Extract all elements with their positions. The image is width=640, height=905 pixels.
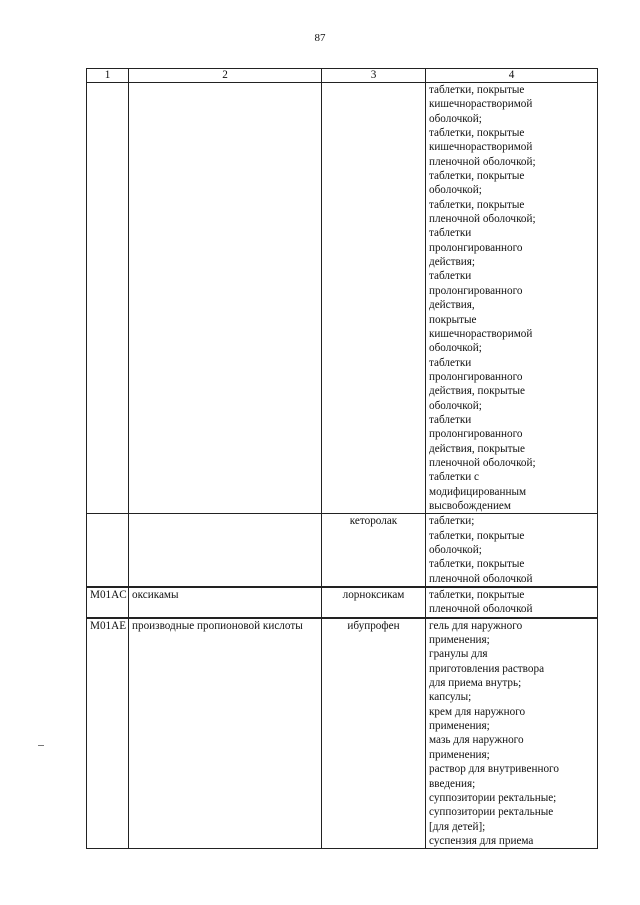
dosage-forms-cell [426,83,598,514]
dosage-form-line: таблетки, покрытые [429,84,525,96]
dosage-form-line: таблетки, покрытые [429,198,525,211]
atc-code-cell [87,514,129,587]
dosage-form-line: оболочкой; [429,342,482,355]
dosage-form-line: капсулы; [429,691,472,704]
dosage-form-line: таблетки, покрытые [429,589,525,602]
page-number: 87 [314,32,326,44]
dosage-form-line: крем для наружного [429,705,526,718]
header-col-2: 2 [129,69,322,83]
dosage-form-line: таблетки; [429,515,475,528]
dosage-form-line: пленочной оболочкой; [429,155,536,168]
dosage-form-line: действия; [429,256,476,269]
dosage-form-line: высвобождением [429,499,511,512]
drug-table [86,68,598,849]
dosage-form-line: действия, покрытые [429,442,526,455]
dosage-form-line: кишечнорастворимой [429,141,533,154]
dosage-forms-cell [426,587,598,618]
dosage-form-line: гель для наружного [429,619,523,632]
dosage-form-line: оболочкой; [429,184,482,197]
dosage-form-line: пленочной оболочкой; [429,456,536,469]
drug-group-cell: оксикамы [129,587,322,618]
table-row [87,514,598,587]
dosage-form-line: таблетки [429,227,472,240]
header-col-1: 1 [87,69,129,83]
dosage-forms-cell [426,618,598,849]
atc-code-cell: M01AE [87,618,129,849]
dosage-form-line: действия, [429,299,475,312]
dosage-form-line: модифицированным [429,485,527,498]
header-col-3: 3 [322,69,426,83]
dosage-form-line: [для детей]; [429,820,486,833]
dosage-form-line: для приема внутрь; [429,677,522,690]
dosage-form-line: оболочкой; [429,399,482,412]
atc-code-cell [87,83,129,514]
dosage-form-line: таблетки, покрытые [429,558,525,571]
drug-group-cell [129,83,322,514]
dosage-form-line: суппозитории ректальные [429,806,554,819]
dosage-form-line: применения; [429,720,490,733]
drug-group-cell: производные пропионовой кислоты [129,618,322,849]
dosage-form-line: гранулы для [429,648,488,661]
table-row [87,587,598,618]
dosage-form-line: пролонгированного [429,284,523,297]
dosage-form-line: таблетки, покрытые [429,170,525,183]
dosage-forms-cell [426,514,598,587]
dosage-form-line: применения; [429,748,490,761]
dosage-form-line: оболочкой; [429,112,482,125]
dosage-form-line: пролонгированного [429,370,523,383]
dosage-form-line: приготовления раствора [429,662,545,675]
table-row [87,83,598,514]
dosage-form-line: действия, покрытые [429,385,526,398]
drug-group-cell [129,514,322,587]
dosage-form-line: пленочной оболочкой [429,603,533,616]
dosage-form-line: кишечнорастворимой [429,98,533,111]
dosage-form-line: мазь для наружного [429,734,524,747]
drug-name-cell: кеторолак [322,514,426,587]
drug-name-cell: лорноксикам [322,587,426,618]
dosage-form-line: пленочной оболочкой; [429,213,536,226]
dosage-form-line: применения; [429,634,490,647]
dosage-form-line: покрытые [429,313,477,326]
drug-name-cell: ибупрофен [322,618,426,849]
dosage-form-line: суспензия для приема [429,834,534,847]
drug-name-cell [322,83,426,514]
dosage-form-line: таблетки с [429,471,480,484]
dosage-form-line: раствор для внутривенного [429,763,559,776]
dosage-form-line: кишечнорастворимой [429,327,533,340]
dosage-form-line: таблетки [429,270,472,283]
atc-code-cell: M01AC [87,587,129,618]
dosage-form-line: таблетки [429,356,472,369]
dosage-form-line: пленочной оболочкой [429,572,533,585]
table-row [87,618,598,849]
dosage-form-line: введения; [429,777,476,790]
dosage-form-line: таблетки, покрытые [429,529,525,542]
header-row [87,69,598,83]
dosage-form-line: пролонгированного [429,428,523,441]
dosage-form-line: пролонгированного [429,241,523,254]
dosage-form-line: суппозитории ректальные; [429,791,557,804]
dosage-form-line: таблетки, покрытые [429,127,525,140]
header-col-4: 4 [426,69,598,83]
scan-artifact-mark [38,745,44,746]
dosage-form-line: оболочкой; [429,544,482,556]
drug-table-body [87,69,598,849]
dosage-form-line: таблетки [429,413,472,426]
